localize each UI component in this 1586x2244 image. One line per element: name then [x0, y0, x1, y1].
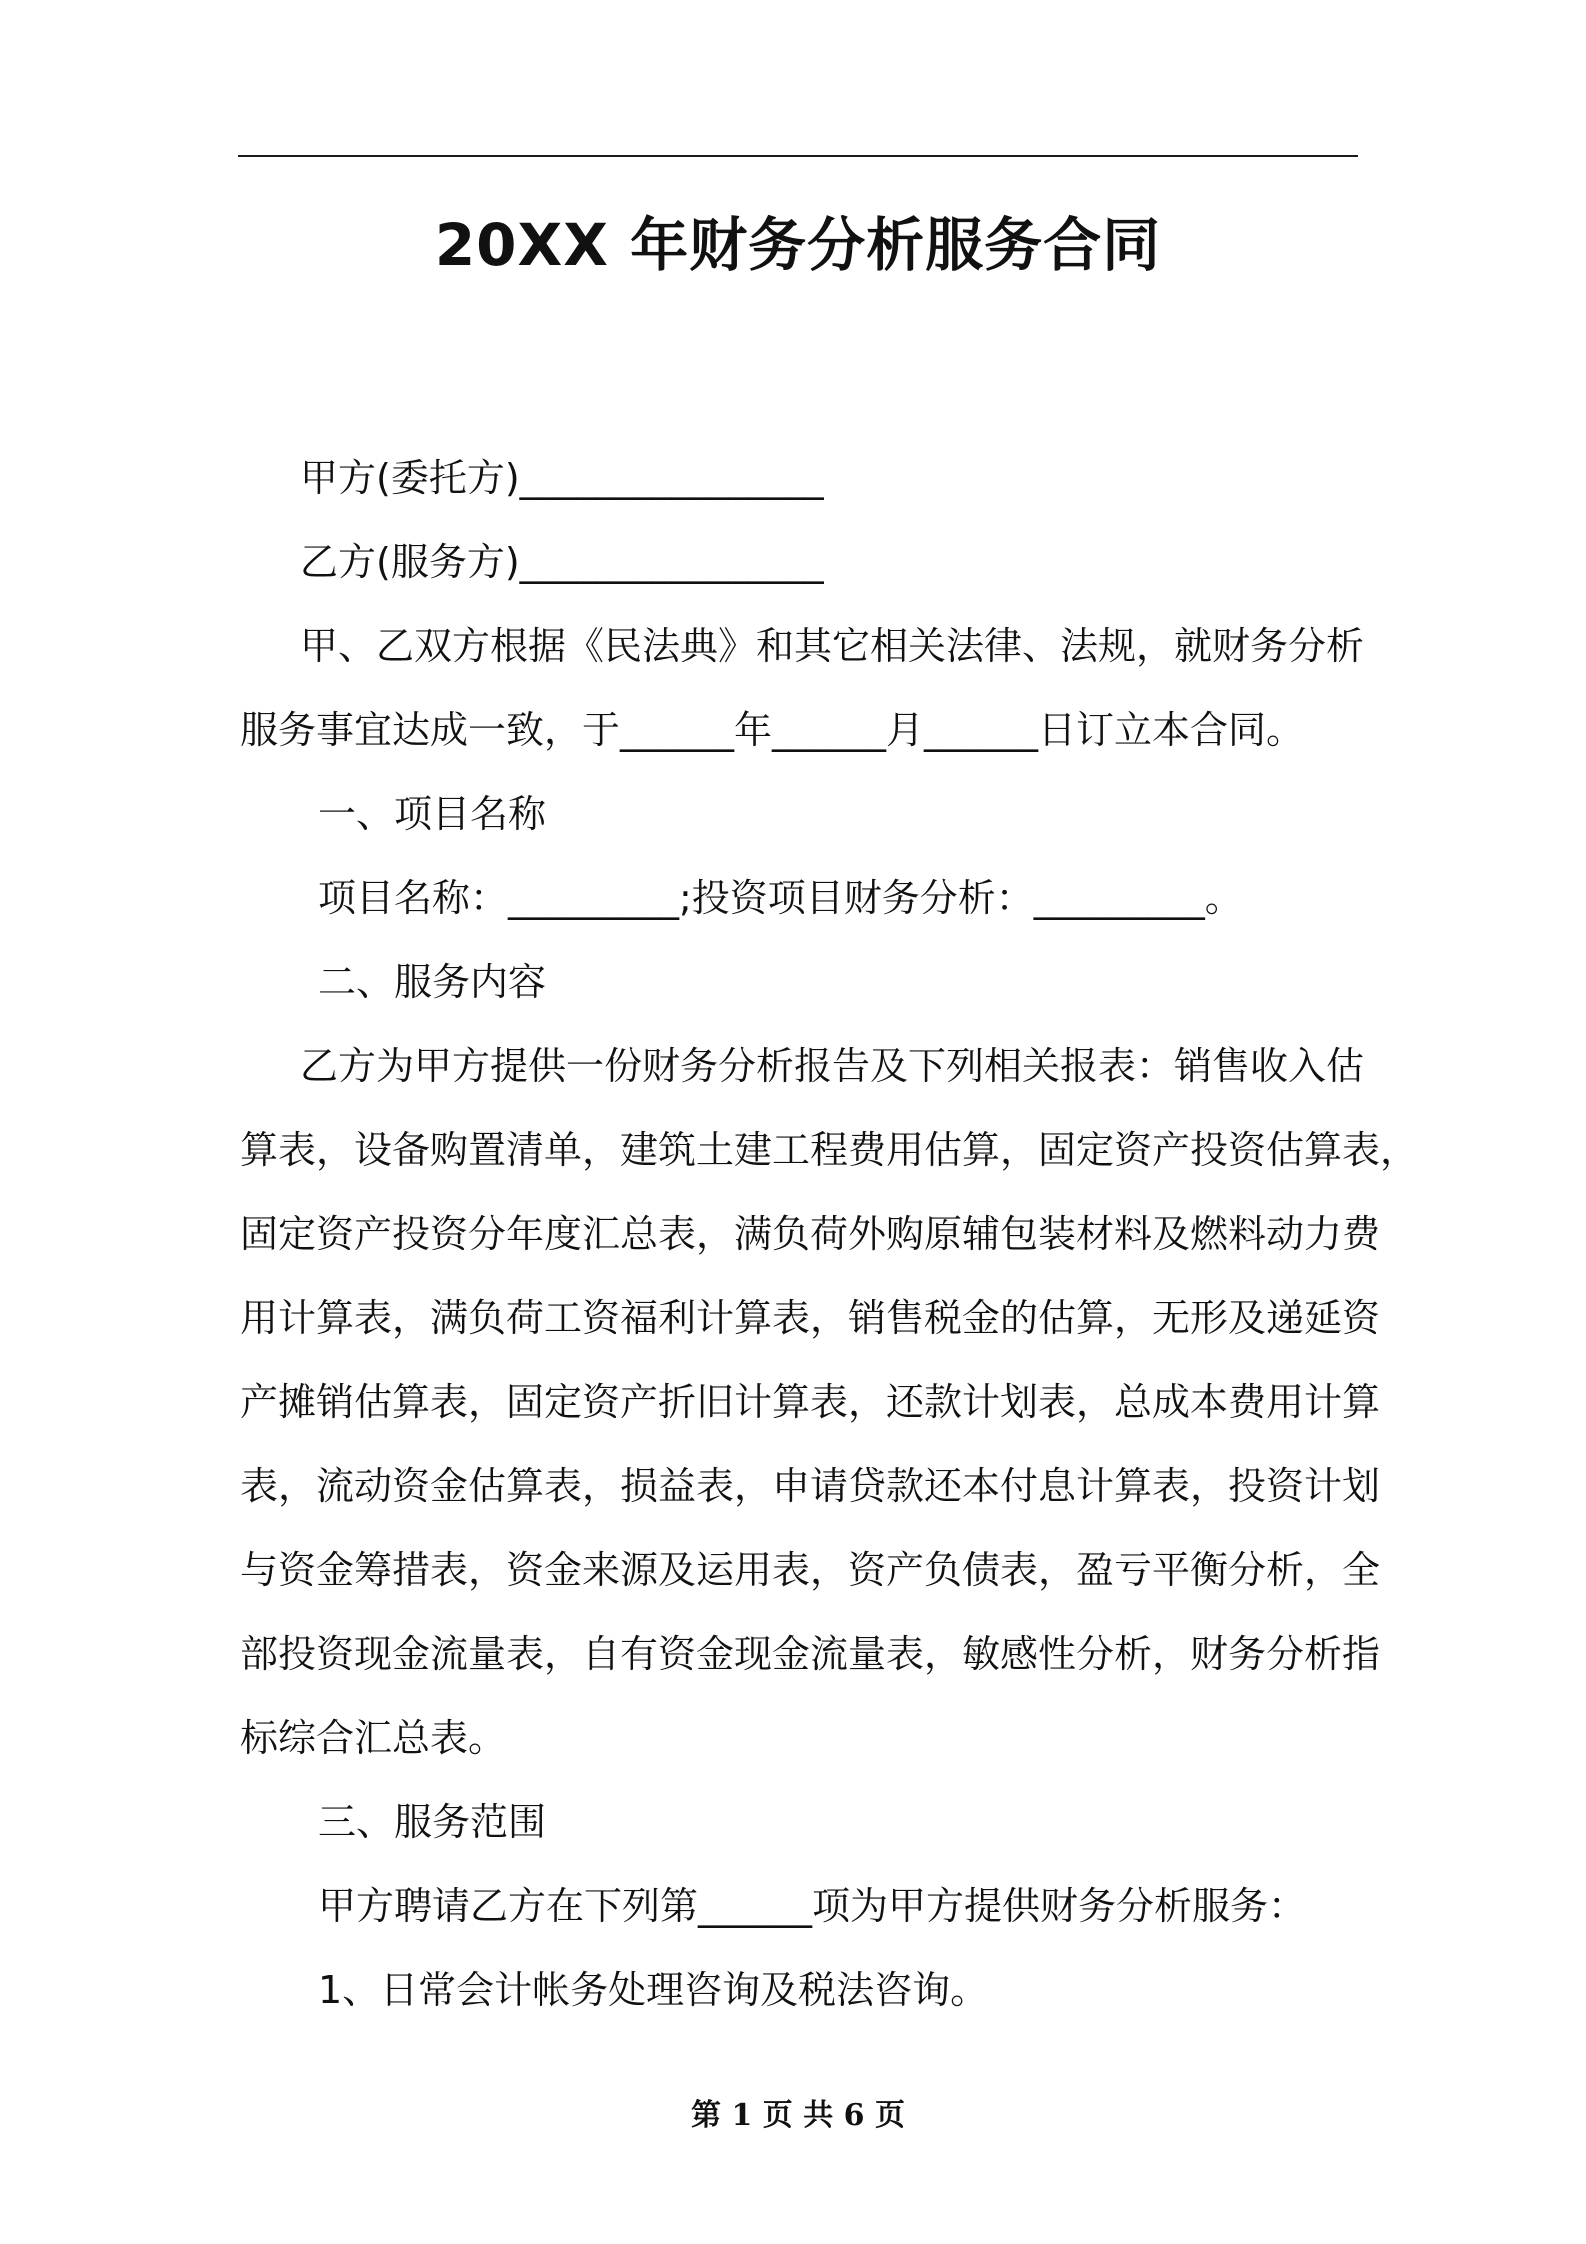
- party-b-line: 乙方(服务方)________________: [300, 540, 824, 584]
- service-content-line-2: 算表，设备购置清单，建筑土建工程费用估算，固定资产投资估算表，: [240, 1128, 1419, 1172]
- service-content-line-1: 乙方为甲方提供一份财务分析报告及下列相关报表：销售收入估: [300, 1044, 1365, 1088]
- scope-item-1: 1、日常会计帐务处理咨询及税法咨询。: [318, 1968, 989, 2012]
- section-heading-1: 一、项目名称: [318, 792, 547, 836]
- service-content-line-9: 标综合汇总表。: [240, 1716, 507, 1760]
- service-content-line-7: 与资金筹措表，资金来源及运用表，资产负债表，盈亏平衡分析，全: [240, 1548, 1381, 1592]
- service-scope-line: 甲方聘请乙方在下列第______项为甲方提供财务分析服务：: [318, 1884, 1307, 1928]
- page-footer: 第 1 页 共 6 页: [691, 2098, 905, 2133]
- document-title: 20XX 年财务分析服务合同: [434, 211, 1162, 279]
- service-content-line-4: 用计算表，满负荷工资福利计算表，销售税金的估算，无形及递延资: [240, 1296, 1381, 1340]
- service-content-line-8: 部投资现金流量表，自有资金现金流量表，敏感性分析，财务分析指: [240, 1632, 1381, 1676]
- service-content-line-3: 固定资产投资分年度汇总表，满负荷外购原辅包装材料及燃料动力费: [240, 1212, 1381, 1256]
- intro-line-1: 甲、乙双方根据《民法典》和其它相关法律、法规，就财务分析: [300, 624, 1365, 668]
- intro-line-2: 服务事宜达成一致，于______年______月______日订立本合同。: [240, 708, 1305, 752]
- section-heading-3: 三、服务范围: [318, 1800, 547, 1844]
- section-heading-2: 二、服务内容: [318, 960, 547, 1004]
- service-content-line-5: 产摊销估算表，固定资产折旧计算表，还款计划表，总成本费用计算: [240, 1380, 1381, 1424]
- project-name-line: 项目名称：_________;投资项目财务分析：_________。: [318, 876, 1243, 920]
- service-content-line-6: 表，流动资金估算表，损益表，申请贷款还本付息计算表，投资计划: [240, 1464, 1381, 1508]
- header-rule: [238, 155, 1358, 157]
- party-a-line: 甲方(委托方)________________: [300, 456, 824, 500]
